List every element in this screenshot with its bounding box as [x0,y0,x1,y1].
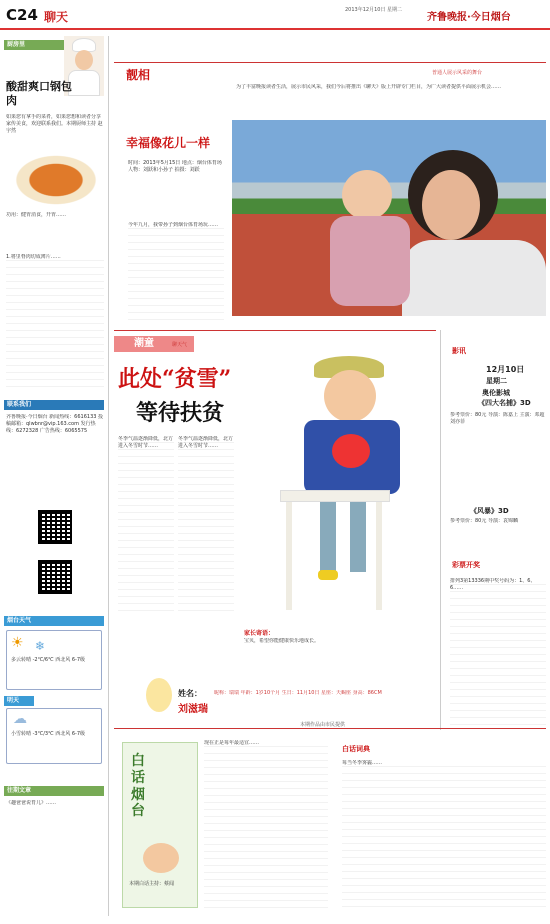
story-body-col1: 冬季气温逐渐降低，北方进入冬雪时节…… [118,436,174,616]
column-host: 本期白话主持：蔡闻 [129,881,175,887]
news-text: 《趣爸爸说育儿》…… [6,800,57,806]
child-profile: 昵称：瑞瑞 年龄：1岁10个月 生日：11月10日 星座：天蝎座 身高：86CM [214,690,382,696]
column-label: 潮童 [114,336,194,352]
weather-bar: 烟台天气 [4,616,104,626]
weather-today [6,630,102,690]
column-divider [108,36,109,916]
dictionary-title: 白话词典 [342,745,370,753]
feature-label: 靓相 [126,68,151,82]
cinema-name: 奥伦影城 [482,389,510,397]
movie1-info: 参考票价：80元 导演：陈嘉上 主演：邓超 刘亦菲 [450,412,545,425]
section-title: 聊天 [44,10,69,24]
name-label: 姓名： [178,689,202,698]
dish-steps: 1.将里脊肉切成薄片…… [6,254,104,392]
child-name: 刘滋瑞 [178,704,208,715]
feature-intro: 为了丰富晚报读者生活，展示市民风采，我们今后将推出《聊天》版上开辟专门栏目，为广大读者提供平面展示机会…… [236,84,502,90]
movie2-info: 参考票价：80元 导演：袁锦麟 [450,518,518,524]
cinema-weekday: 星期二 [486,377,507,385]
chef-tag: 厨房里 [4,40,64,50]
sun-icon: ☀ [11,635,24,651]
qr-code-icon [38,560,72,594]
bottom-body: 现在正是每年最适宜…… [204,740,328,910]
feature-body: 今年九月，我带孙子到烟台体育场玩…… [128,222,224,322]
column-sub: 聊天气 [172,342,188,348]
weather-tomorrow [6,708,102,764]
feature-title: 幸福像花儿一样 [126,136,211,150]
quote-text: 宝贝，希望你能健康快乐地成长。 [244,638,320,644]
page-number: C24 [6,6,38,24]
quote-title: 家长寄语： [244,630,275,637]
headline-line2: 等待扶贫 [136,400,225,426]
page-header [0,0,550,30]
column-box [122,742,198,908]
contact-bar: 联系我们 [4,400,104,410]
feature-meta: 时间：2013年5月15日 地点：烟台体育场 人物：刘跃和小孙子 拍摄：刘跃 [128,160,222,173]
qr-code-icon [38,510,72,544]
headline-line1: 此处“贫雪” [118,366,232,392]
cinema-date: 12月10日 [486,365,525,374]
dish-ingredients: 功用：健胃消食，开胃…… [6,212,67,218]
cinema-title: 影讯 [452,347,466,355]
weather-tomorrow-text: 小雪转晴 -3℃/3℃ 西北风 6-7级 [11,731,86,737]
movie1-title: 《四大名捕》3D [478,399,531,407]
news-bar: 往期文章 [4,786,104,796]
chef-intro: 如果您有拿手的菜肴，如果您想和读者分享家传美食，欢迎联系我们。本期厨师主持 赵宇然 [6,114,103,134]
lottery-title: 彩票开奖 [452,561,480,569]
column-box-title: 白话烟台 [131,753,145,820]
feature-sub: 普通人展示风采的舞台 [432,70,483,76]
cloud-snow-icon: ☁ [13,711,27,727]
contact-info: 齐鲁晚报·今日烟台 新闻热线：6616133 投稿邮箱：qlwbnr@vip.163.com 发行热线：6272328 广告热线：6065575 [6,414,104,434]
child-photo [240,340,436,620]
dish-photo [10,152,102,208]
masthead: 齐鲁晚报·今日烟台 [427,12,511,23]
host-avatar [143,843,179,873]
feature-photo [232,120,546,316]
weather-tomorrow-bar: 明天 [4,696,34,706]
photo-caption: 本期作品由市民提供 [300,722,346,728]
cartoon-avatar [146,678,172,712]
movie2-title: 《风暴》3D [470,507,509,515]
issue-date: 2013年12月10日 星期二 [345,7,403,13]
dictionary-body: 每当冬季雾霾…… [342,760,546,910]
story-body-col2: 冬季气温逐渐降低，北方进入冬雪时节…… [178,436,234,616]
weather-today-text: 多云转晴 -2℃/6℃ 西北风 6-7级 [11,657,86,663]
lottery-results: 排列3第13336期中奖号码为：1、6、6…… [450,578,546,728]
dish-title: 酸甜爽口钢包肉 [6,80,72,108]
snow-icon: ❄ [35,639,46,653]
